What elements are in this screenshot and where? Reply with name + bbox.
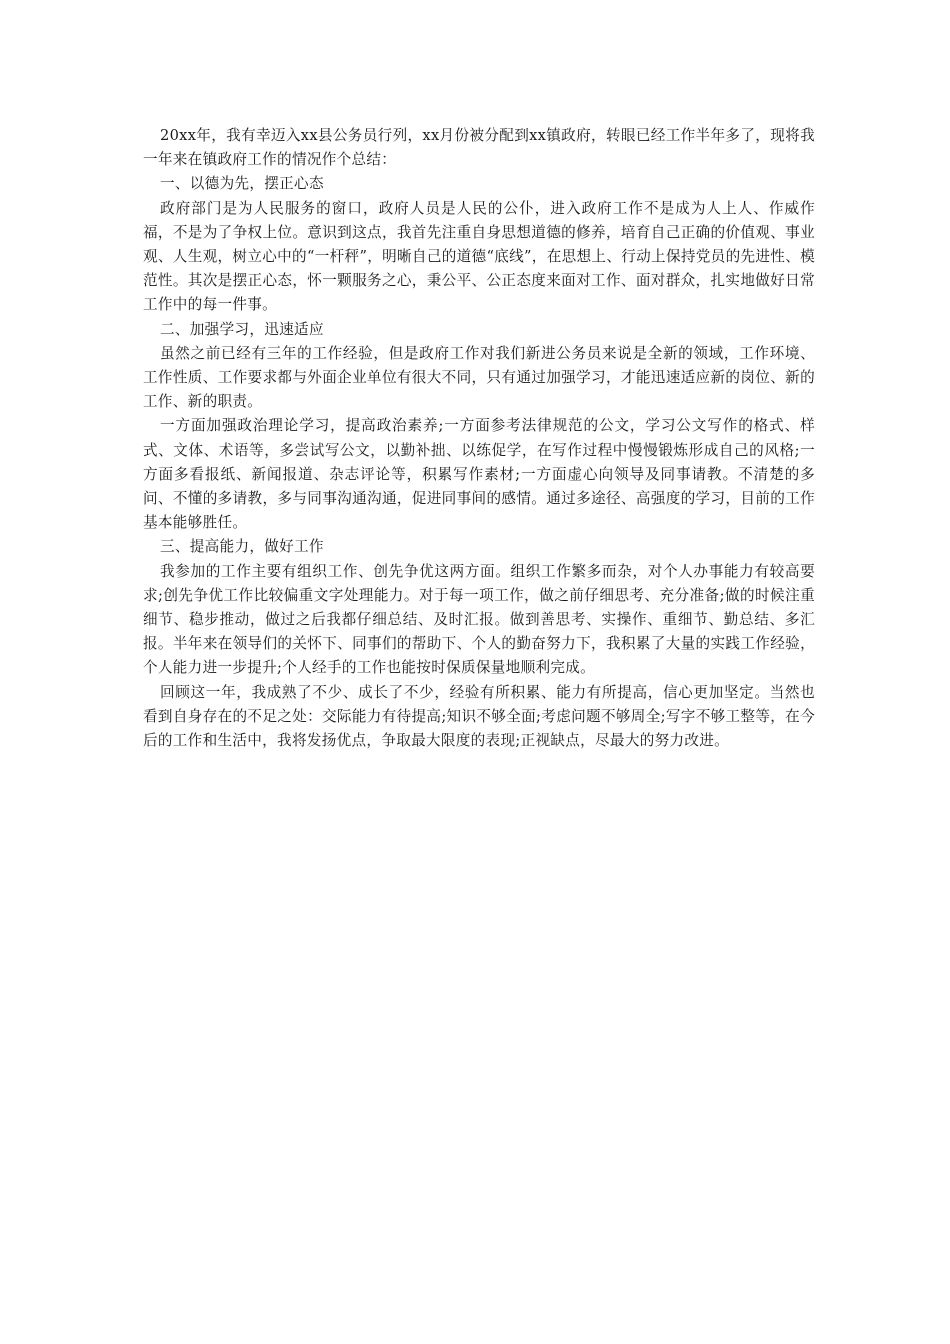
- section-3-paragraph: 我参加的工作主要有组织工作、创先争优这两方面。组织工作繁多而杂，对个人办事能力有较高要求;创先争优工作比较偏重文字处理能力。对于每一项工作，做之前仔细思考、充分准备;做的时候注重细节、稳步推动，做过之后我都仔细总结、及时汇报。做到善思考、实操作、重细节、勤总结、多汇报。半年来在领导们的关怀下、同事们的帮助下、个人的勤奋努力下，我积累了大量的实践工作经验，个人能力进一步提升;个人经手的工作也能按时保质保量地顺利完成。: [143, 562, 815, 677]
- document-body: [143, 124, 815, 753]
- intro-paragraph: 20xx年，我有幸迈入xx县公务员行列，xx月份被分配到xx镇政府，转眼已经工作半年多了，现将我一年来在镇政府工作的情况作个总结：: [143, 127, 815, 169]
- section-heading-1: 一、以德为先，摆正心态: [160, 175, 324, 193]
- section-1-paragraph: 政府部门是为人民服务的窗口，政府人员是人民的公仆，进入政府工作不是成为人上人、作威作福，不是为了争权上位。意识到这点，我首先注重自身思想道德的修养，培育自己正确的价值观、事业观、人生观，树立心中的“一杆秤”，明晰自己的道德“底线”，在思想上、行动上保持党员的先进性、模范性。其次是摆正心态，怀一颗服务之心，秉公平、公正态度来面对工作、面对群众，扎实地做好日常工作中的每一件事。: [143, 199, 815, 314]
- section-2-paragraph-2: 一方面加强政治理论学习，提高政治素养;一方面参考法律规范的公文，学习公文写作的格式、样式、文体、术语等，多尝试写公文，以勤补拙、以练促学，在写作过程中慢慢锻炼形成自己的风格;一方面多看报纸、新闻报道、杂志评论等，积累写作素材;一方面虚心向领导及同事请教。不清楚的多问、不懂的多请教，多与同事沟通沟通，促进同事间的感情。通过多途径、高强度的学习，目前的工作基本能够胜任。: [143, 417, 815, 532]
- section-heading-3: 三、提高能力，做好工作: [160, 538, 324, 556]
- section-2-paragraph-1: 虽然之前已经有三年的工作经验，但是政府工作对我们新进公务员来说是全新的领域，工作环境、工作性质、工作要求都与外面企业单位有很大不同，只有通过加强学习，才能迅速适应新的岗位、新的工作、新的职责。: [143, 344, 815, 411]
- conclusion-paragraph: 回顾这一年，我成熟了不少、成长了不少，经验有所积累、能力有所提高，信心更加坚定。当然也看到自身存在的不足之处：交际能力有待提高;知识不够全面;考虑问题不够周全;写字不够工整等，在今后的工作和生活中，我将发扬优点，争取最大限度的表现;正视缺点，尽最大的努力改进。: [143, 683, 815, 750]
- section-heading-2: 二、加强学习，迅速适应: [160, 320, 324, 338]
